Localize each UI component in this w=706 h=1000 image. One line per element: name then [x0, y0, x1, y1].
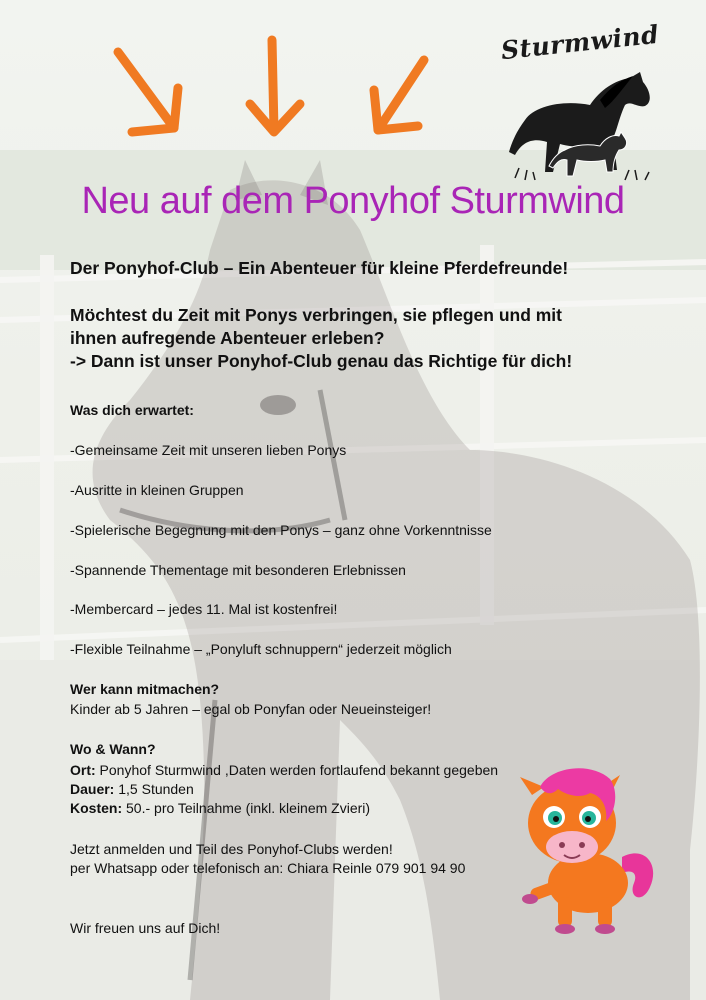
list-item: -Gemeinsame Zeit mit unseren lieben Ponys — [70, 442, 347, 458]
cost-value: 50.- pro Teilnahme (inkl. kleinem Zvieri) — [122, 800, 371, 816]
sturmwind-logo — [495, 20, 665, 170]
arrow-down-left-icon — [118, 52, 178, 132]
location-label: Ort: — [70, 762, 96, 778]
list-item: -Flexible Teilnahme – „Ponyluft schnuppern“ jederzeit möglich — [70, 641, 452, 657]
lead-line-3: -> Dann ist unser Ponyhof-Club genau das Richtige für dich! — [70, 351, 573, 371]
list-item: -Spielerische Begegnung mit den Ponys – ganz ohne Vorkenntnisse — [70, 522, 492, 538]
list-item: -Membercard – jedes 11. Mal ist kostenfrei! — [70, 601, 338, 617]
subtitle: Der Ponyhof-Club – Ein Abenteuer für kleine Pferdefreunde! — [70, 258, 569, 278]
signup-line-1: Jetzt anmelden und Teil des Ponyhof-Clubs werden! — [70, 841, 393, 857]
horses-logo-icon — [505, 60, 655, 185]
signup-line-2: per Whatsapp oder telefonisch an: Chiara Reinle 079 901 94 90 — [70, 860, 466, 876]
where-heading: Wo & Wann? — [70, 741, 156, 757]
lead-paragraph — [70, 304, 670, 373]
page-title: Neu auf dem Ponyhof Sturmwind — [81, 180, 625, 222]
cartoon-pony-icon — [510, 765, 660, 945]
expect-heading: Was dich erwartet: — [70, 402, 194, 418]
lead-line-2: ihnen aufregende Abenteuer erleben? — [70, 328, 385, 348]
list-item: -Ausritte in kleinen Gruppen — [70, 482, 244, 498]
arrow-down-right-icon — [374, 60, 424, 130]
logo-text: Sturmwind — [499, 19, 661, 66]
who-heading: Wer kann mitmachen? — [70, 681, 220, 697]
list-item: -Spannende Thementage mit besonderen Erlebnissen — [70, 562, 406, 578]
who-text: Kinder ab 5 Jahren – egal ob Ponyfan oder Neueinsteiger! — [70, 701, 432, 717]
closing-text: Wir freuen uns auf Dich! — [70, 920, 221, 936]
lead-line-1: Möchtest du Zeit mit Ponys verbringen, sie pflegen und mit — [70, 305, 562, 325]
cost-label: Kosten: — [70, 800, 123, 816]
location-value: Ponyhof Sturmwind ,Daten werden fortlaufend bekannt gegeben — [95, 762, 499, 778]
duration-value: 1,5 Stunden — [114, 781, 194, 797]
arrow-down-icon — [250, 40, 300, 132]
duration-label: Dauer: — [70, 781, 115, 797]
